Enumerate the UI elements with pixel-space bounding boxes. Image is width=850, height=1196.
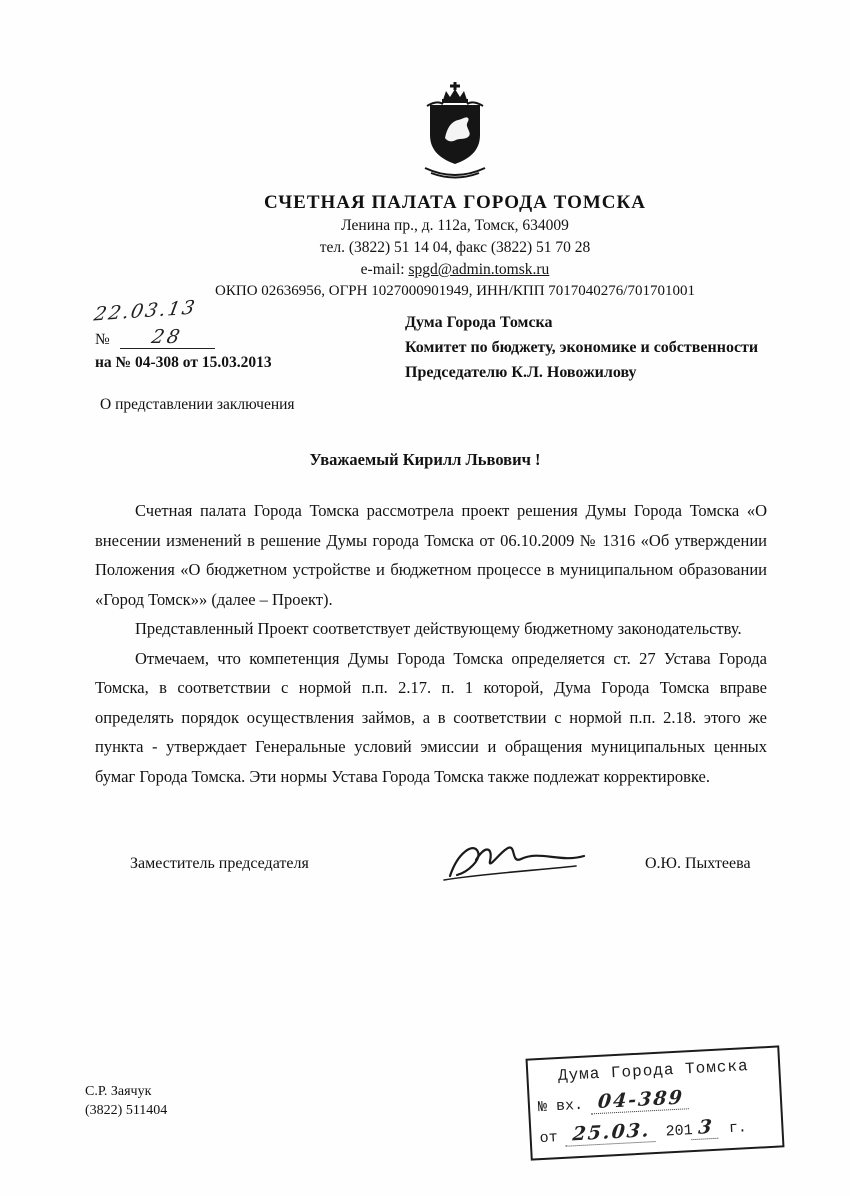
outgoing-number-line <box>95 326 395 349</box>
stamp-date-label: от <box>539 1129 559 1148</box>
recipient-block <box>405 310 835 385</box>
recipient-person: Председателю К.Л. Новожилову <box>405 364 637 381</box>
stamp-year-typed: 201 <box>665 1122 694 1141</box>
body-paragraph: Отмечаем, что компетенция Думы Города Томска определяется ст. 27 Устава Города Томска, в соответствии с нормой п.п. 2.17. п. 1 которой, Дума Города Томска вправе определять порядок осуществления займов, а в соответствии с нормой п.п. 2.18. этого же пункта - утверждает Генеральные условий эмиссии и обращения муниципальных ценных бумаг Города Томска. Эти нормы Устава Города Томска также подлежат корректировке. <box>95 648 767 786</box>
org-address: Ленина пр., д. 112а, Томск, 634009 <box>341 217 569 234</box>
stamp-handwritten-number: 04-389 <box>591 1086 691 1114</box>
handwritten-signature <box>420 830 590 897</box>
org-registration-codes: ОКПО 02636956, ОГРН 1027000901949, ИНН/КПП 7017040276/701701001 <box>215 283 695 299</box>
incoming-registration-stamp <box>526 1045 785 1160</box>
executor-phone: (3822) 511404 <box>85 1103 168 1118</box>
recipient-org: Дума Города Томска <box>405 314 553 331</box>
org-email-line <box>60 259 850 280</box>
coat-of-arms-icon <box>60 80 850 180</box>
reply-to-reference: на № 04-308 от 15.03.2013 <box>95 354 272 371</box>
recipient-committee: Комитет по бюджету, экономике и собственности <box>405 339 759 356</box>
letterhead <box>60 80 850 302</box>
email-label: e-mail: <box>360 261 409 278</box>
org-name: СЧЕТНАЯ ПАЛАТА ГОРОДА ТОМСКА <box>263 192 647 213</box>
org-phone: тел. (3822) 51 14 04, факс (3822) 51 70 28 <box>319 239 591 256</box>
email-address: spgd@admin.tomsk.ru <box>408 261 550 278</box>
stamp-number-line <box>537 1082 772 1117</box>
signer-title: Заместитель председателя <box>130 855 309 872</box>
stamp-number-label: № вх. <box>537 1096 584 1117</box>
stamp-handwritten-year-digit: 3 <box>692 1116 721 1141</box>
letter-body <box>95 496 767 791</box>
salutation: Уважаемый Кирилл Львович ! <box>309 450 541 469</box>
stamp-date-line <box>539 1113 774 1148</box>
executor-block <box>85 1082 167 1120</box>
number-sign-label: № <box>95 331 110 348</box>
subject-line: О представлении заключения <box>100 396 295 413</box>
stamp-year-suffix: г. <box>728 1119 748 1138</box>
body-paragraph: Представленный Проект соответствует действующему бюджетному законодательству. <box>135 619 742 638</box>
handwritten-outgoing-date: 22.03.13 <box>92 296 199 326</box>
stamp-handwritten-date: 25.03. <box>566 1119 658 1147</box>
executor-name: С.Р. Заячук <box>85 1084 152 1099</box>
signature-block <box>0 830 850 900</box>
handwritten-outgoing-number: 28 <box>149 326 185 348</box>
outgoing-reference-block <box>92 296 395 372</box>
body-paragraph: Счетная палата Города Томска рассмотрела проект решения Думы Города Томска «О внесении изменений в решение Думы города Томска от 06.10.2009 № 1316 «Об утверждении Положения «О бюджетном устройстве и бюджетном процессе в муниципальном образовании «Город Томск»» (далее – Проект). <box>95 501 767 609</box>
signer-name: О.Ю. Пыхтеева <box>645 855 751 872</box>
stamp-org-name: Дума Города Томска <box>557 1057 750 1086</box>
